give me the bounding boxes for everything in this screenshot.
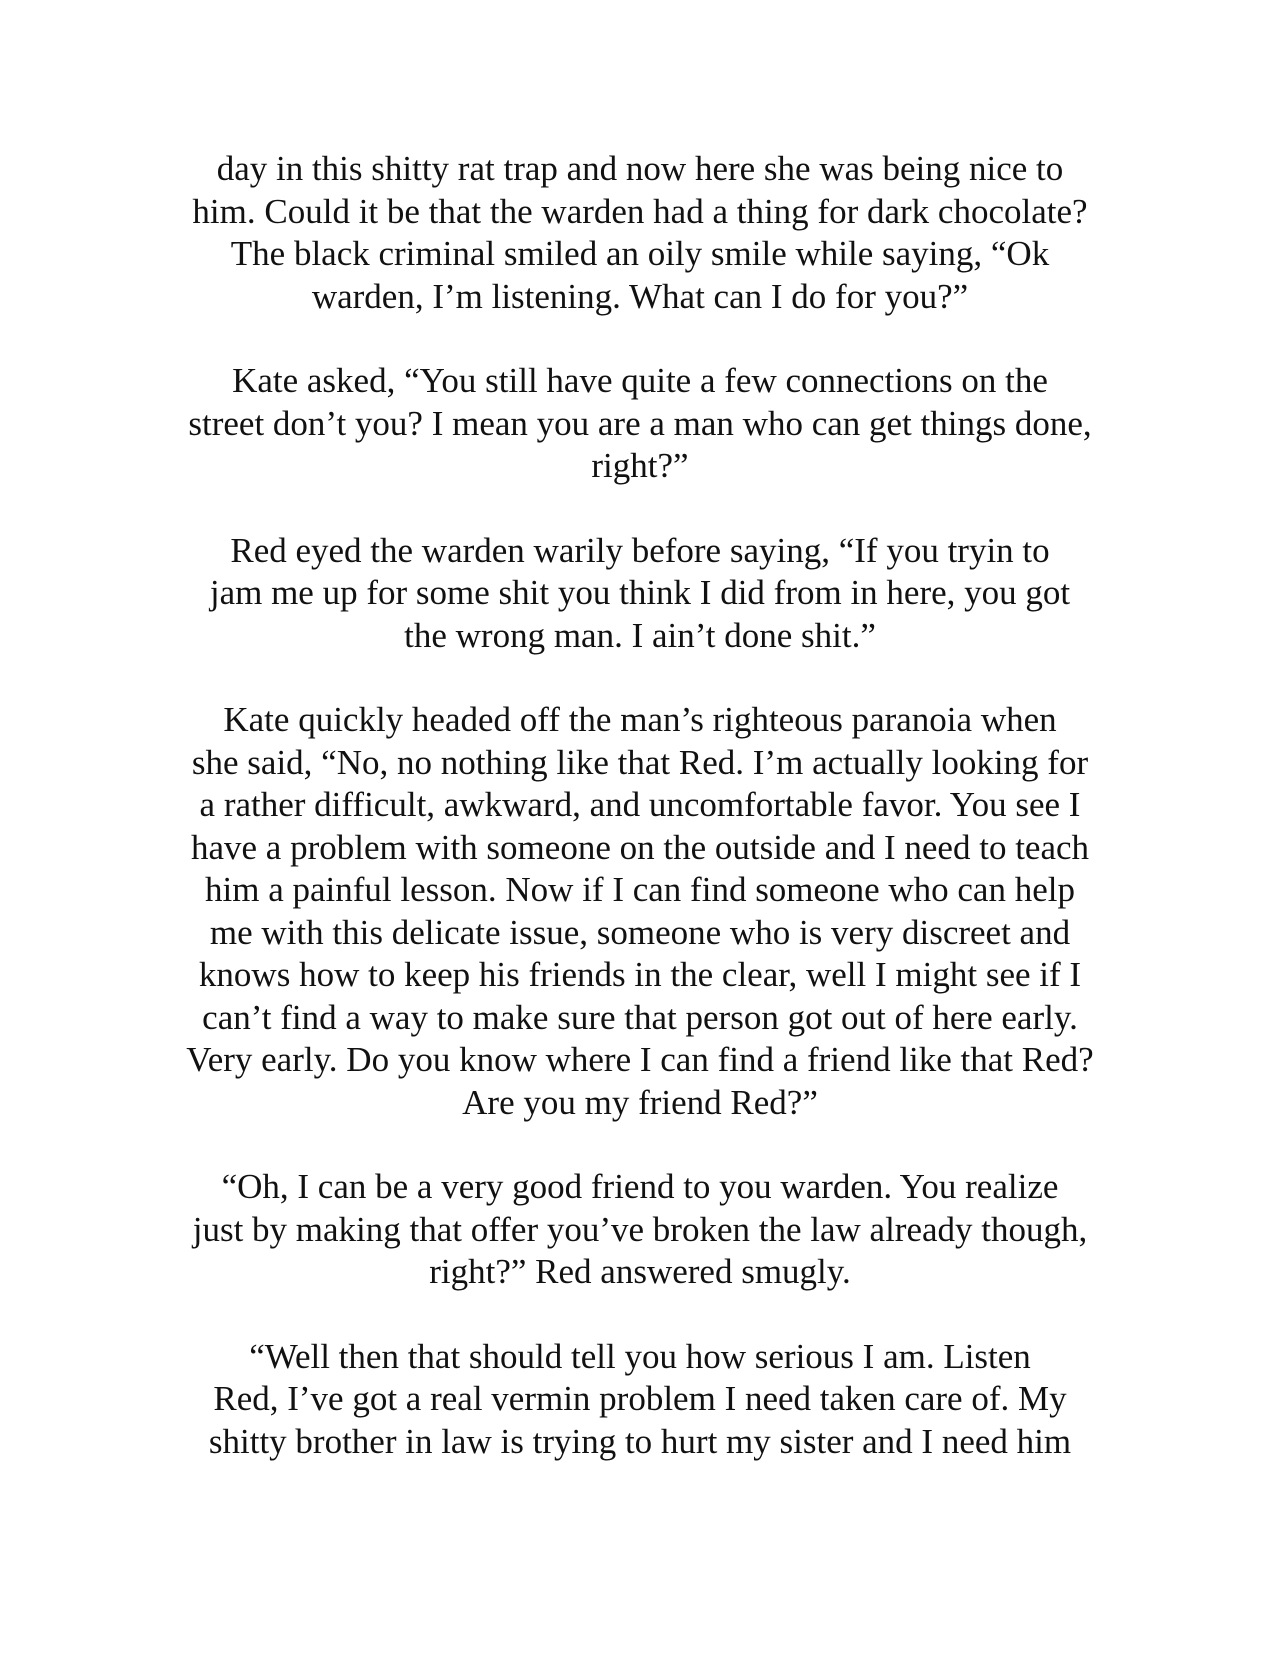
- body-text: [140, 148, 1140, 1505]
- text-line: Kate quickly headed off the man’s righteous paranoia when: [223, 700, 1057, 739]
- text-line: The black criminal smiled an oily smile while saying, “Ok: [230, 234, 1050, 273]
- text-line: have a problem with someone on the outside and I need to teach: [190, 827, 1090, 867]
- paragraph-4: [140, 699, 1140, 1124]
- text-line: me with this delicate issue, someone who is very discreet and: [209, 912, 1071, 952]
- paragraph-6: [140, 1336, 1140, 1464]
- text-line: day in this shitty rat trap and now here she was being nice to: [216, 149, 1064, 188]
- text-line: him a painful lesson. Now if I can find someone who can help: [205, 870, 1075, 909]
- text-line: right?” Red answered smugly.: [429, 1252, 851, 1291]
- text-line: knows how to keep his friends in the clear, well I might see if I: [198, 955, 1082, 994]
- text-line: Red, I’ve got a real vermin problem I need taken care of. My: [213, 1379, 1067, 1418]
- text-line: she said, “No, no nothing like that Red. I’m actually looking for: [191, 742, 1089, 782]
- text-line: can’t find a way to make sure that person got out of here early.: [202, 997, 1078, 1037]
- text-line: shitty brother in law is trying to hurt my sister and I need him: [208, 1421, 1072, 1461]
- text-line: the wrong man. I ain’t done shit.”: [404, 615, 876, 655]
- paragraph-2: [140, 360, 1140, 488]
- text-line: right?”: [591, 446, 689, 485]
- text-line: “Well then that should tell you how serious I am. Listen: [249, 1336, 1031, 1376]
- paragraph-5: [140, 1166, 1140, 1294]
- text-line: a rather difficult, awkward, and uncomfortable favor. You see I: [199, 785, 1081, 824]
- text-line: Very early. Do you know where I can find a friend like that Red?: [186, 1040, 1094, 1079]
- text-line: street don’t you? I mean you are a man who can get things done,: [188, 403, 1092, 443]
- text-line: him. Could it be that the warden had a thing for dark chocolate?: [192, 191, 1088, 231]
- text-line: jam me up for some shit you think I did from in here, you got: [209, 573, 1071, 612]
- text-line: Are you my friend Red?”: [462, 1082, 818, 1122]
- text-line: “Oh, I can be a very good friend to you warden. You realize: [221, 1167, 1059, 1206]
- paragraph-1: [140, 148, 1140, 318]
- text-line: just by making that offer you’ve broken the law already though,: [192, 1209, 1088, 1249]
- text-line: Kate asked, “You still have quite a few connections on the: [232, 361, 1048, 400]
- paragraph-3: [140, 530, 1140, 658]
- text-line: Red eyed the warden warily before saying, “If you tryin to: [230, 530, 1050, 570]
- text-line: warden, I’m listening. What can I do for you?”: [311, 276, 969, 316]
